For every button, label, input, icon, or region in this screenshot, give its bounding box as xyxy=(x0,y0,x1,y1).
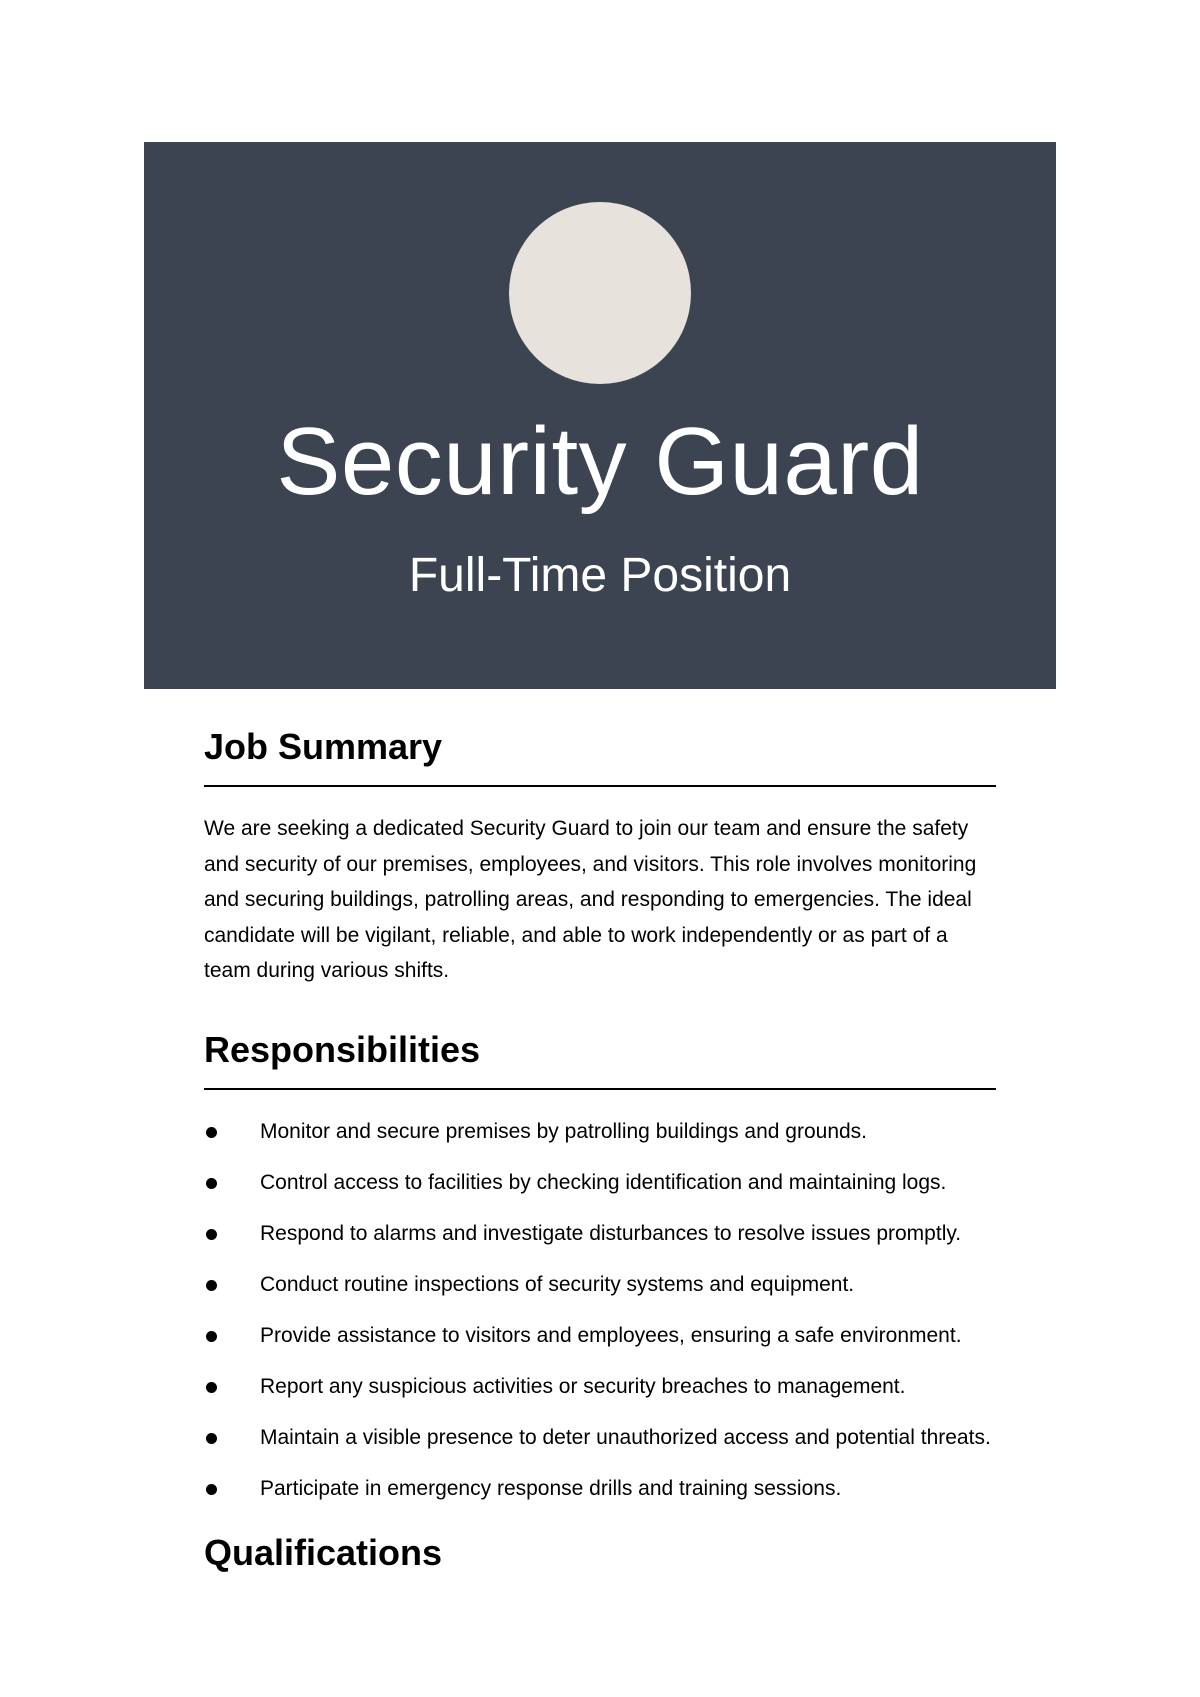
job-summary-section xyxy=(204,726,996,989)
bullet-icon xyxy=(206,1127,217,1138)
job-summary-heading: Job Summary xyxy=(204,726,996,787)
page-title: Security Guard xyxy=(276,408,924,515)
list-item-text: Participate in emergency response drills and training sessions. xyxy=(260,1477,842,1501)
list-item xyxy=(204,1114,996,1149)
page-subtitle: Full-Time Position xyxy=(408,549,792,602)
list-item xyxy=(204,1369,996,1404)
logo-circle xyxy=(509,202,691,384)
list-item-text: Maintain a visible presence to deter unauthorized access and potential threats. xyxy=(260,1426,991,1450)
bullet-icon xyxy=(206,1331,217,1342)
responsibilities-heading: Responsibilities xyxy=(204,1029,996,1090)
responsibilities-list xyxy=(204,1114,996,1506)
document-body xyxy=(204,726,996,1592)
bullet-icon xyxy=(206,1433,217,1444)
list-item-text: Report any suspicious activities or security breaches to management. xyxy=(260,1375,906,1399)
list-item-text: Respond to alarms and investigate disturbances to resolve issues promptly. xyxy=(260,1222,962,1246)
list-item xyxy=(204,1216,996,1251)
list-item xyxy=(204,1165,996,1200)
job-summary-text: We are seeking a dedicated Security Guard to join our team and ensure the safety and security of our premises, employees, and visitors. This role involves monitoring and securing buildings, patrolling areas, and responding to emergencies. The ideal candidate will be vigilant, reliable, and able to work independently or as part of a team during various shifts. xyxy=(204,817,977,983)
list-item xyxy=(204,1267,996,1302)
list-item-text: Provide assistance to visitors and employees, ensuring a safe environment. xyxy=(260,1324,962,1348)
responsibilities-section xyxy=(204,1029,996,1506)
list-item xyxy=(204,1318,996,1353)
bullet-icon xyxy=(206,1280,217,1291)
qualifications-section xyxy=(204,1532,996,1591)
bullet-icon xyxy=(206,1178,217,1189)
header-banner xyxy=(144,142,1056,689)
qualifications-heading: Qualifications xyxy=(204,1532,443,1574)
bullet-icon xyxy=(206,1484,217,1495)
list-item xyxy=(204,1420,996,1455)
bullet-icon xyxy=(206,1382,217,1393)
list-item-text: Conduct routine inspections of security systems and equipment. xyxy=(260,1273,855,1297)
bullet-icon xyxy=(206,1229,217,1240)
list-item-text: Monitor and secure premises by patrolling buildings and grounds. xyxy=(260,1120,868,1144)
list-item-text: Control access to facilities by checking identification and maintaining logs. xyxy=(260,1171,947,1195)
list-item xyxy=(204,1471,996,1506)
